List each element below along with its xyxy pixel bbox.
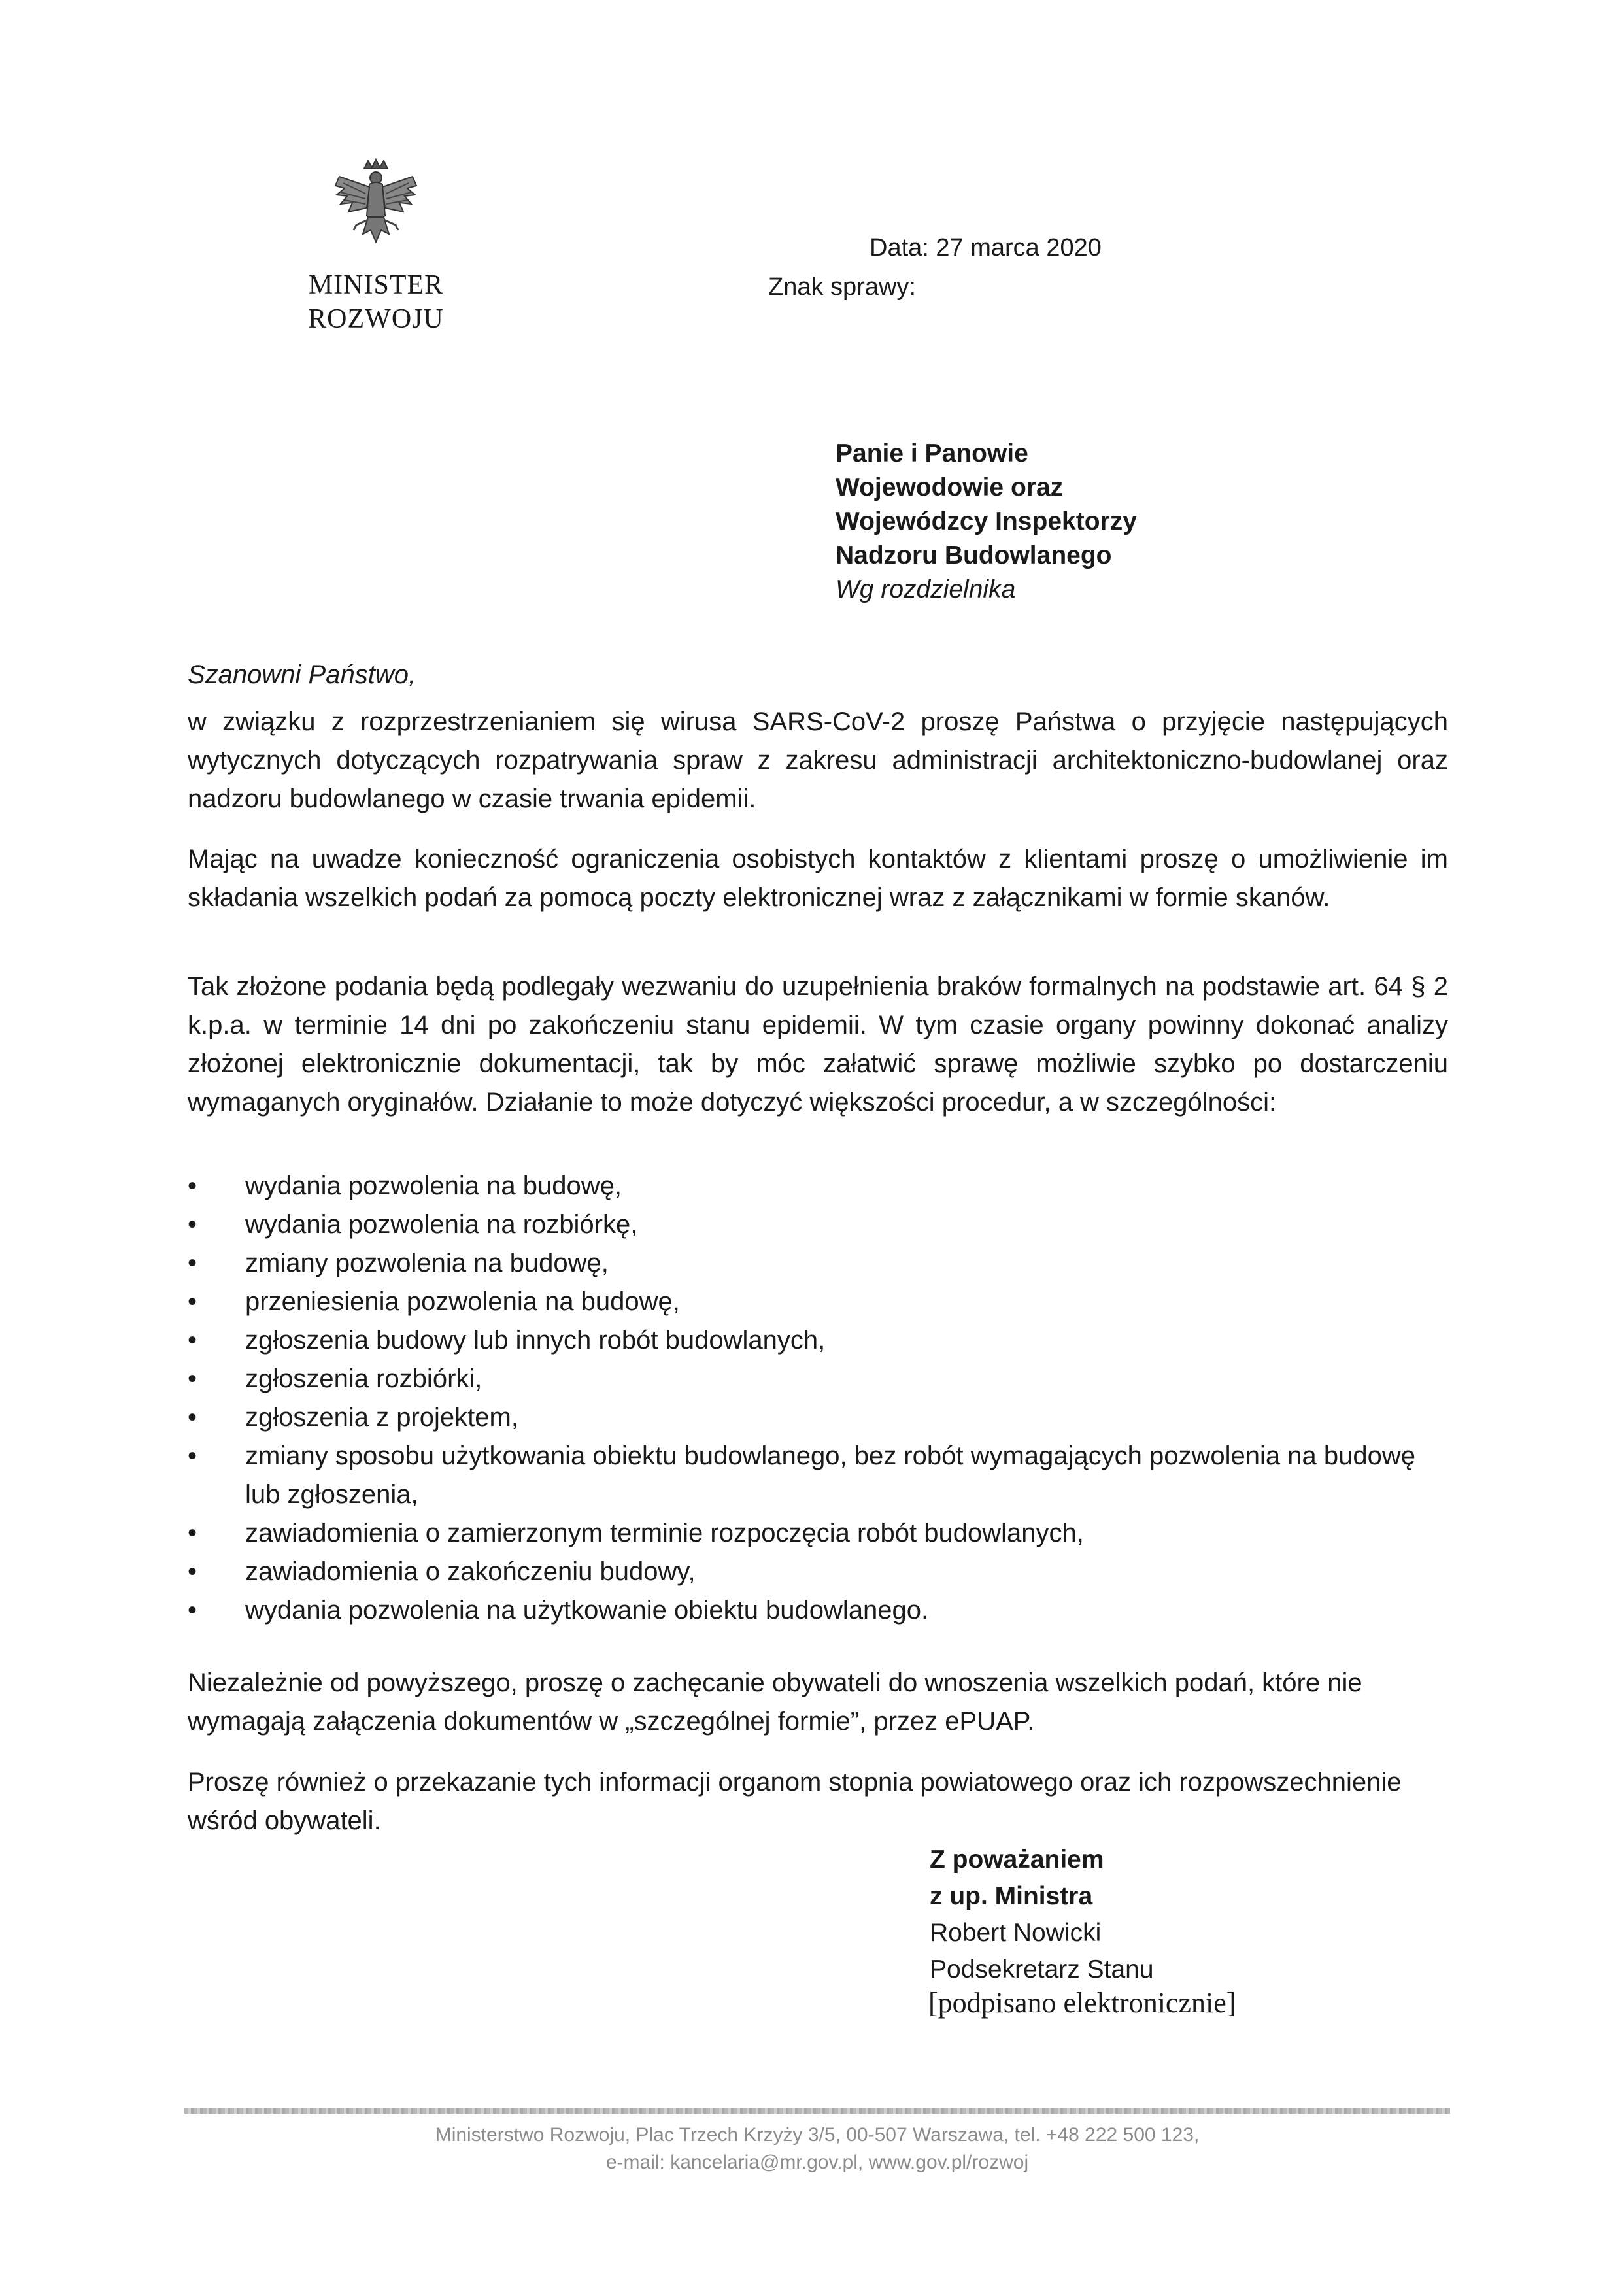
case-number-line bbox=[768, 273, 916, 301]
signer-name: Robert Nowicki bbox=[930, 1919, 1102, 1947]
signer-title: Podsekretarz Stanu bbox=[930, 1955, 1154, 1984]
recipient-line-4: Nadzoru Budowlanego bbox=[836, 541, 1112, 569]
list-item: • zgłoszenia rozbiórki, bbox=[188, 1360, 1449, 1398]
date-label: Data: bbox=[870, 234, 929, 262]
electronic-signature-note: [podpisano elektronicznie] bbox=[928, 1987, 1236, 2019]
list-item: • zawiadomienia o zakończeniu budowy, bbox=[188, 1553, 1449, 1591]
footer-contact: e-mail: kancelaria@mr.gov.pl, www.gov.pl/rozwoj bbox=[605, 2152, 1029, 2173]
footer-divider bbox=[184, 2108, 1450, 2114]
paragraph-2: Mając na uwadze konieczność ograniczenia osobistych kontaktów z klientami proszę o umożliwienie im składania wszelkich podań za pomocą poczty elektronicznej wraz z załącznikami w formie skanów. bbox=[188, 845, 1448, 912]
date-line bbox=[870, 234, 1102, 262]
list-item: • przeniesienia pozwolenia na budowę, bbox=[188, 1283, 1449, 1321]
signature-block bbox=[930, 1842, 1154, 1988]
recipient-line-3: Wojewódzcy Inspektorzy bbox=[836, 507, 1137, 535]
footer-address: Ministerstwo Rozwoju, Plac Trzech Krzyży 3/5, 00-507 Warszawa, tel. +48 222 500 123, bbox=[435, 2124, 1200, 2146]
recipient-line-1: Panie i Panowie bbox=[836, 439, 1028, 467]
list-item: • wydania pozwolenia na budowę, bbox=[188, 1167, 1449, 1206]
procedure-list bbox=[188, 1167, 1449, 1630]
closing: Z poważaniem bbox=[930, 1846, 1104, 1874]
eagle-emblem-icon bbox=[330, 157, 422, 255]
issuer-line-2: ROZWOJU bbox=[308, 304, 444, 334]
paragraph-3: Tak złożone podania będą podlegały wezwaniu do uzupełnienia braków formalnych na podstawie art. 64 § 2 k.p.a. w terminie 14 dni po zakończeniu stanu epidemii. W tym czasie organy powinny dokonać analizy złożonej elektronicznie dokumentacji, tak by móc załatwić sprawę możliwie szybko po dostarczeniu wymaganych oryginałów. Działanie to może dotyczyć większości procedur, a w szczególności: bbox=[188, 972, 1448, 1117]
list-item: • zmiany sposobu użytkowania obiektu budowlanego, bez robót wymagających pozwolenia na budowę lub zgłoszenia, bbox=[188, 1437, 1449, 1514]
recipient-distribution: Wg rozdzielnika bbox=[836, 575, 1016, 603]
issuer-line-1: MINISTER bbox=[308, 270, 444, 300]
issuer-block bbox=[255, 268, 497, 336]
list-item: • wydania pozwolenia na rozbiórkę, bbox=[188, 1206, 1449, 1244]
on-behalf: z up. Ministra bbox=[930, 1882, 1093, 1910]
date-value: 27 marca 2020 bbox=[936, 234, 1102, 262]
list-item: • zawiadomienia o zamierzonym terminie rozpoczęcia robót budowlanych, bbox=[188, 1514, 1449, 1553]
salutation: Szanowni Państwo, bbox=[188, 660, 416, 689]
paragraph-1: w związku z rozprzestrzenianiem się wirusa SARS-CoV-2 proszę Państwa o przyjęcie następujących wytycznych dotyczących rozpatrywania spraw z zakresu administracji architektoniczno-budowlanej oraz nadzoru budowlanego w czasie trwania epidemii. bbox=[188, 707, 1448, 813]
paragraph-4: Niezależnie od powyższego, proszę o zachęcanie obywateli do wnoszenia wszelkich podań, które nie wymagają załączenia dokumentów w „szczególnej formie”, przez ePUAP. bbox=[188, 1668, 1362, 1736]
recipient-block bbox=[836, 437, 1137, 607]
list-item: • wydania pozwolenia na użytkowanie obiektu budowlanego. bbox=[188, 1591, 1449, 1630]
footer bbox=[184, 2121, 1450, 2176]
case-label: Znak sprawy: bbox=[768, 273, 916, 301]
list-item: • zgłoszenia budowy lub innych robót budowlanych, bbox=[188, 1321, 1449, 1360]
list-item: • zmiany pozwolenia na budowę, bbox=[188, 1244, 1449, 1283]
recipient-line-2: Wojewodowie oraz bbox=[836, 473, 1064, 501]
paragraph-5: Proszę również o przekazanie tych informacji organom stopnia powiatowego oraz ich rozpowszechnienie wśród obywateli. bbox=[188, 1768, 1402, 1835]
list-item: • zgłoszenia z projektem, bbox=[188, 1398, 1449, 1437]
